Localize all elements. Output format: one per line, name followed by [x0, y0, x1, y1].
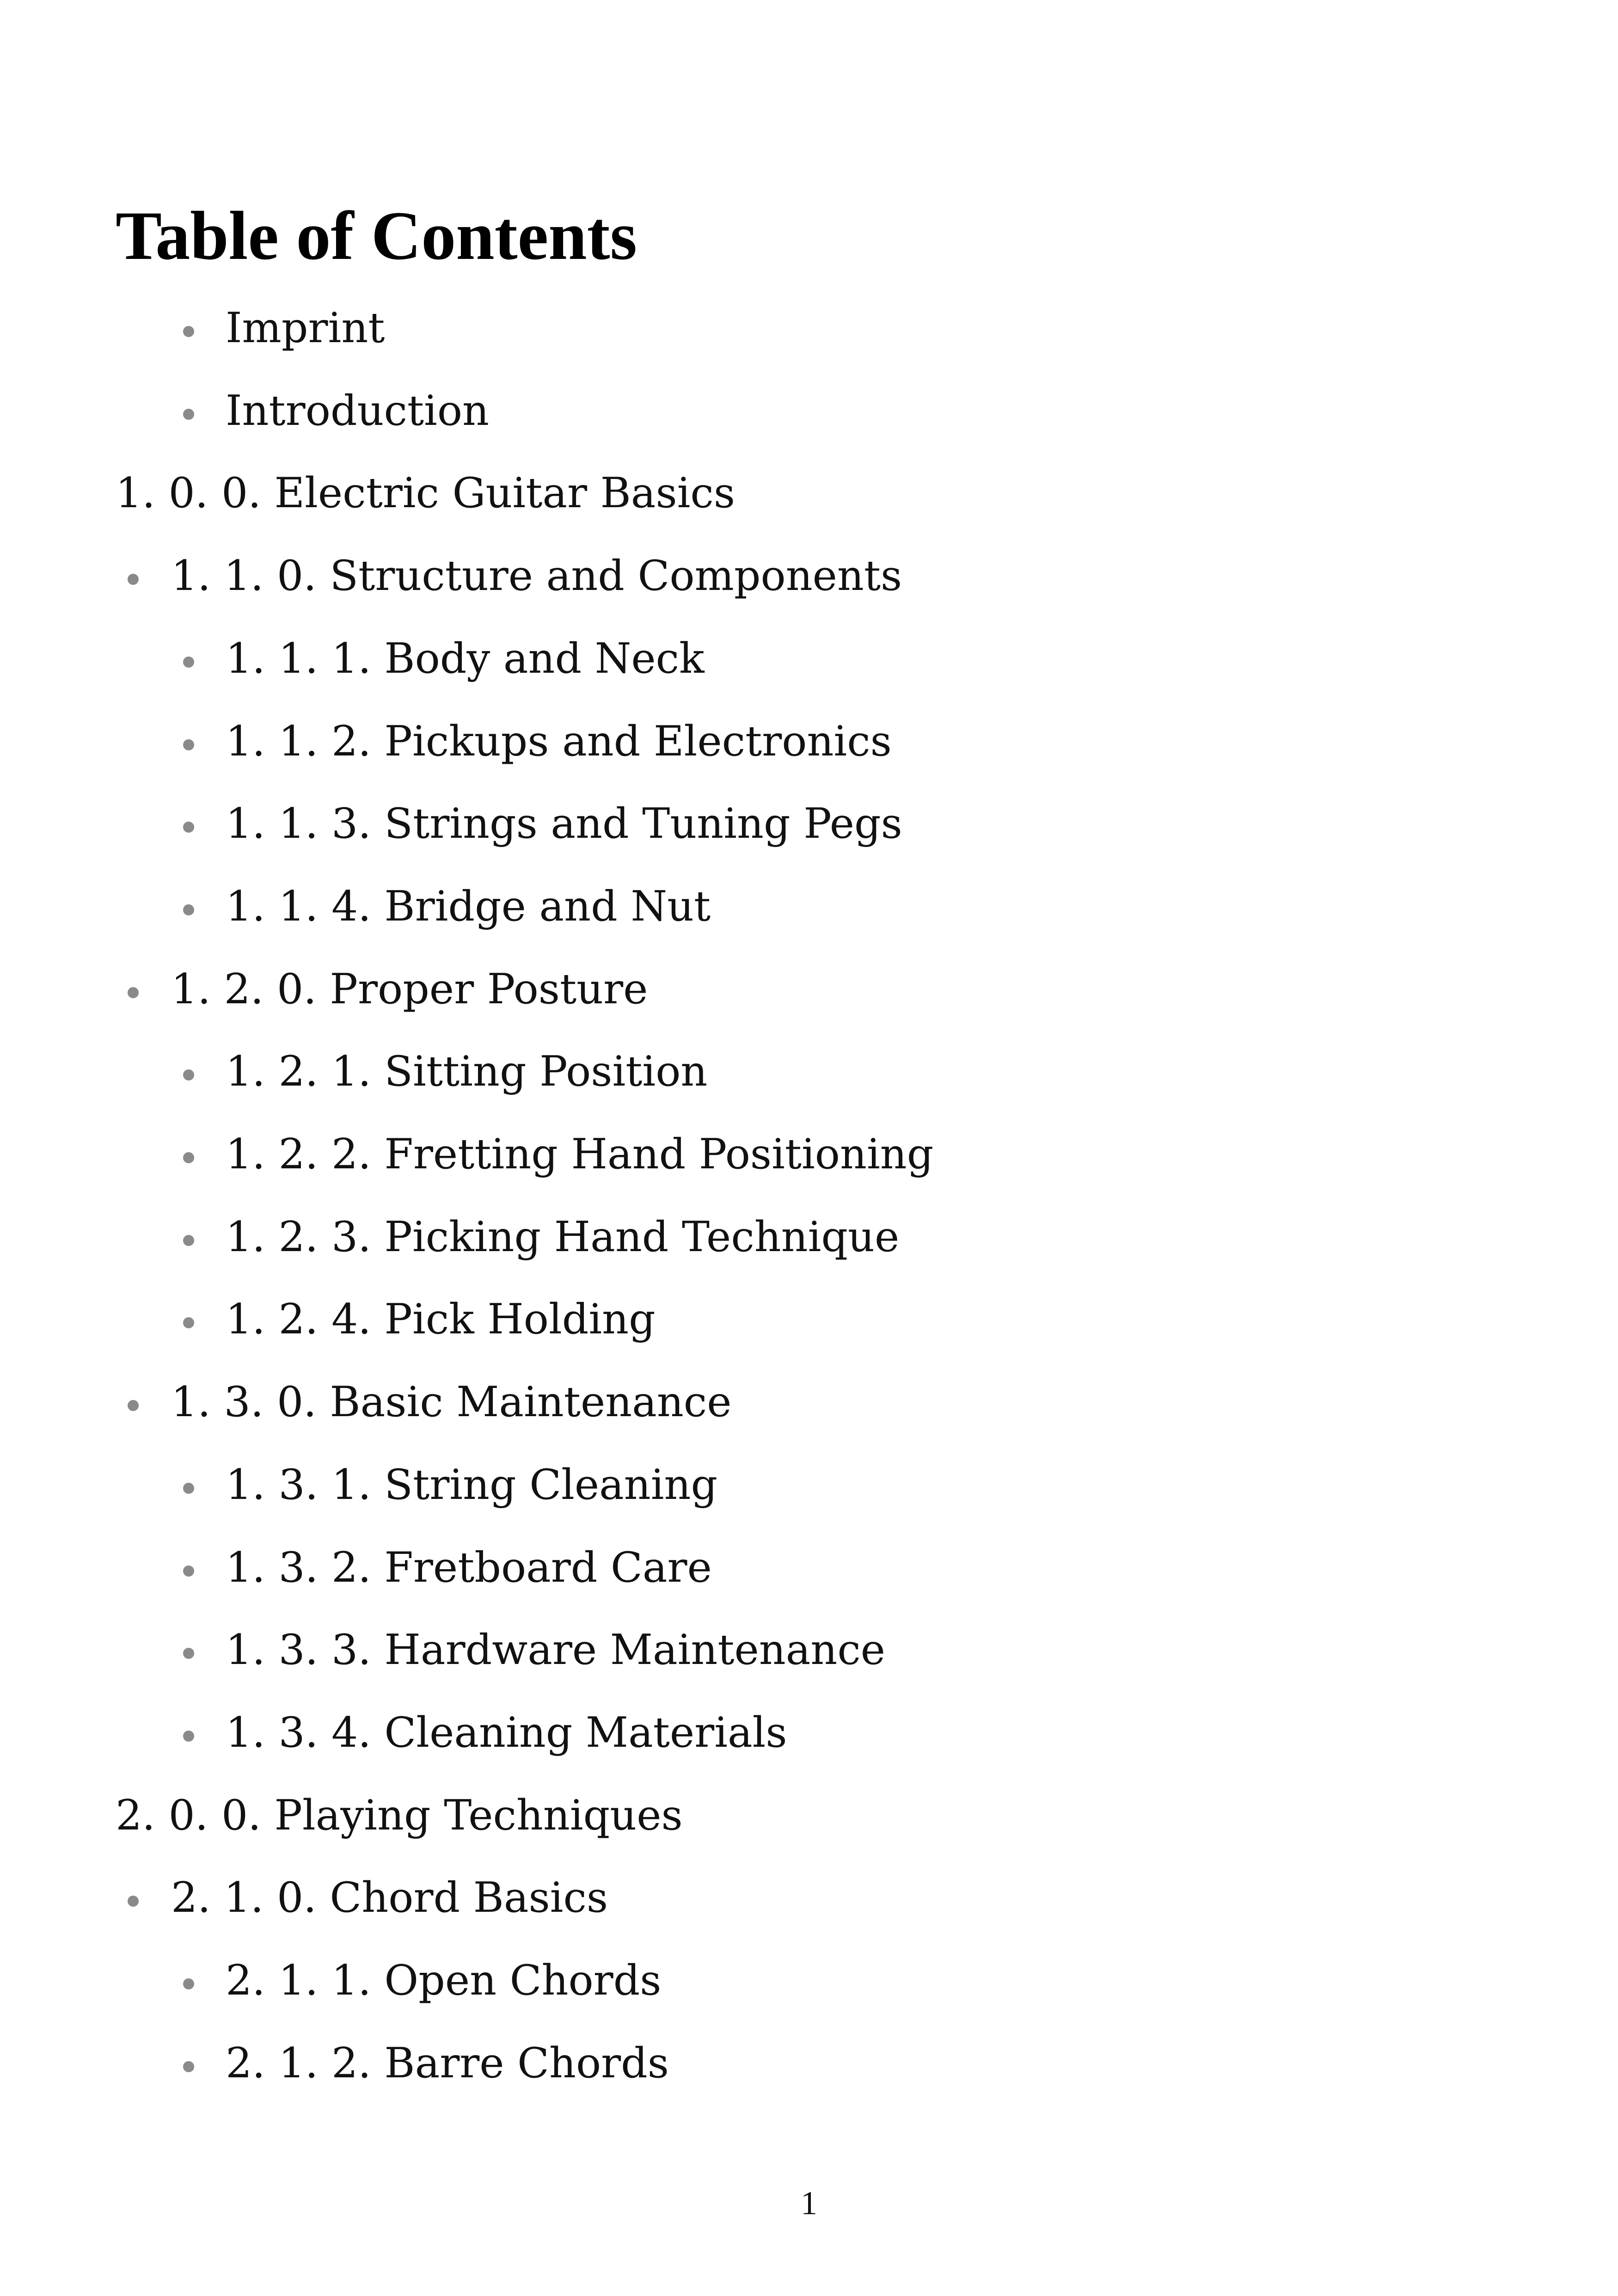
bullet-icon	[183, 326, 194, 337]
toc-entry[interactable]: 1. 1. 3. Strings and Tuning Pegs	[226, 799, 902, 848]
bullet-icon	[183, 1978, 194, 1989]
toc-entry[interactable]: 1. 1. 2. Pickups and Electronics	[226, 717, 892, 766]
bullet-icon	[183, 1152, 194, 1163]
bullet-icon	[183, 1317, 194, 1328]
bullet-icon	[183, 1483, 194, 1494]
toc-entry[interactable]: 1. 2. 1. Sitting Position	[226, 1047, 708, 1096]
toc-entry[interactable]: 1. 3. 1. String Cleaning	[226, 1461, 718, 1509]
bullet-icon	[128, 574, 139, 585]
bullet-icon	[128, 1400, 139, 1411]
toc-entry[interactable]: 1. 2. 4. Pick Holding	[226, 1295, 656, 1344]
toc-entry[interactable]: 1. 2. 3. Picking Hand Technique	[226, 1213, 900, 1261]
bullet-icon	[183, 2061, 194, 2072]
toc-entry[interactable]: 2. 1. 0. Chord Basics	[171, 1873, 608, 1922]
bullet-icon	[128, 1896, 139, 1907]
bullet-icon	[183, 822, 194, 833]
toc-entry[interactable]: 1. 2. 2. Fretting Hand Positioning	[226, 1130, 934, 1179]
toc-entry[interactable]: 1. 3. 3. Hardware Maintenance	[226, 1626, 886, 1674]
toc-entry[interactable]: 1. 1. 0. Structure and Components	[171, 552, 902, 600]
toc-entry[interactable]: Imprint	[226, 304, 385, 352]
toc-entry[interactable]: Introduction	[226, 387, 489, 435]
toc-entry[interactable]: 1. 1. 4. Bridge and Nut	[226, 882, 711, 931]
bullet-icon	[183, 1648, 194, 1659]
toc-entry[interactable]: 2. 1. 2. Barre Chords	[226, 2039, 669, 2087]
bullet-icon	[128, 987, 139, 998]
bullet-icon	[183, 657, 194, 668]
bullet-icon	[183, 409, 194, 420]
bullet-icon	[183, 1731, 194, 1742]
toc-entry[interactable]: 1. 3. 2. Fretboard Care	[226, 1543, 712, 1592]
page-title: Table of Contents	[116, 197, 637, 274]
bullet-icon	[183, 1235, 194, 1246]
page-number: 1	[801, 2185, 817, 2222]
bullet-icon	[183, 1565, 194, 1577]
toc-entry[interactable]: 1. 0. 0. Electric Guitar Basics	[116, 469, 735, 517]
bullet-icon	[183, 739, 194, 750]
toc-entry[interactable]: 2. 0. 0. Playing Techniques	[116, 1791, 683, 1840]
toc-entry[interactable]: 1. 3. 0. Basic Maintenance	[171, 1378, 732, 1426]
toc-entry[interactable]: 1. 3. 4. Cleaning Materials	[226, 1708, 787, 1757]
toc-entry[interactable]: 2. 1. 1. Open Chords	[226, 1956, 662, 2005]
bullet-icon	[183, 1069, 194, 1080]
toc-entry[interactable]: 1. 1. 1. Body and Neck	[226, 634, 705, 683]
toc-entry[interactable]: 1. 2. 0. Proper Posture	[171, 965, 648, 1013]
bullet-icon	[183, 904, 194, 915]
